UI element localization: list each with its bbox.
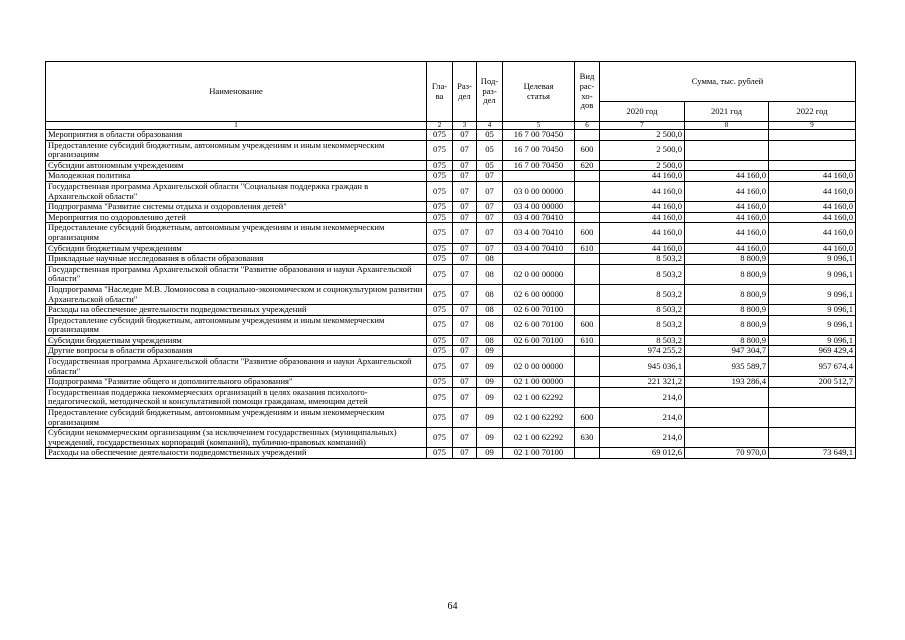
row-glava: 075	[427, 305, 453, 316]
table-row	[46, 315, 856, 335]
row-sum-2020: 974 255,2	[600, 346, 685, 357]
row-podrazdel: 07	[477, 181, 503, 201]
table-row	[46, 387, 856, 407]
row-sum-2022: 73 649,1	[769, 448, 856, 459]
row-sum-2021: 70 970,0	[685, 448, 769, 459]
row-razdel: 07	[453, 212, 477, 223]
col-number: 7	[600, 122, 685, 130]
row-sum-2020: 8 503,2	[600, 305, 685, 316]
row-sum-2020: 214,0	[600, 428, 685, 448]
row-sum-2020: 221 321,2	[600, 377, 685, 388]
row-target	[503, 346, 575, 357]
row-sum-2022: 9 096,1	[769, 254, 856, 265]
row-sum-2021: 8 800,9	[685, 254, 769, 265]
row-razdel: 07	[453, 181, 477, 201]
col-number: 8	[685, 122, 769, 130]
header-2020: 2020 год	[600, 102, 685, 122]
row-sum-2022	[769, 408, 856, 428]
row-razdel: 07	[453, 254, 477, 265]
row-podrazdel: 05	[477, 130, 503, 141]
table-row	[46, 171, 856, 182]
header-glava: Гла- ва	[427, 62, 453, 122]
row-target: 03 4 00 70410	[503, 223, 575, 243]
row-sum-2022: 9 096,1	[769, 284, 856, 304]
table-row	[46, 160, 856, 171]
row-name: Субсидии бюджетным учреждениям	[46, 335, 427, 346]
row-sum-2020: 44 160,0	[600, 171, 685, 182]
row-target	[503, 171, 575, 182]
column-number-row	[46, 122, 856, 130]
row-podrazdel: 05	[477, 160, 503, 171]
row-glava: 075	[427, 357, 453, 377]
table-row	[46, 448, 856, 459]
row-glava: 075	[427, 223, 453, 243]
row-sum-2021: 44 160,0	[685, 243, 769, 254]
row-sum-2021: 44 160,0	[685, 171, 769, 182]
row-razdel: 07	[453, 202, 477, 213]
row-name: Государственная поддержка некоммерческих организаций в целях оказания психолого-педагогической, методической и консультативной помощи гражданам, имеющим детей	[46, 387, 427, 407]
row-razdel: 07	[453, 315, 477, 335]
row-sum-2021: 193 286,4	[685, 377, 769, 388]
table-body	[46, 130, 856, 459]
row-name: Расходы на обеспечение деятельности подведомственных учреждений	[46, 448, 427, 459]
row-target: 02 6 00 70100	[503, 315, 575, 335]
row-sum-2020: 44 160,0	[600, 202, 685, 213]
table-row	[46, 202, 856, 213]
row-sum-2022	[769, 140, 856, 160]
row-name: Государственная программа Архангельской области "Развитие образования и науки Архангельской области"	[46, 357, 427, 377]
row-glava: 075	[427, 315, 453, 335]
row-sum-2022: 44 160,0	[769, 243, 856, 254]
row-sum-2020: 2 500,0	[600, 140, 685, 160]
row-name: Расходы на обеспечение деятельности подведомственных учреждений	[46, 305, 427, 316]
row-sum-2022	[769, 130, 856, 141]
row-razdel: 07	[453, 223, 477, 243]
row-sum-2021: 8 800,9	[685, 284, 769, 304]
row-name: Мероприятия в области образования	[46, 130, 427, 141]
row-sum-2022: 44 160,0	[769, 202, 856, 213]
row-sum-2021	[685, 408, 769, 428]
row-sum-2020: 945 036,1	[600, 357, 685, 377]
row-sum-2021: 44 160,0	[685, 212, 769, 223]
row-razdel: 07	[453, 264, 477, 284]
row-vid	[575, 202, 600, 213]
row-sum-2022: 9 096,1	[769, 305, 856, 316]
row-glava: 075	[427, 202, 453, 213]
table-row	[46, 140, 856, 160]
row-vid	[575, 181, 600, 201]
row-sum-2020: 8 503,2	[600, 254, 685, 265]
row-name: Субсидии автономным учреждениям	[46, 160, 427, 171]
row-name: Предоставление субсидий бюджетным, автономным учреждениям и иным некоммерческим организациям	[46, 223, 427, 243]
table-row	[46, 243, 856, 254]
row-sum-2021: 44 160,0	[685, 181, 769, 201]
row-razdel: 07	[453, 408, 477, 428]
row-sum-2022: 9 096,1	[769, 335, 856, 346]
row-razdel: 07	[453, 160, 477, 171]
row-sum-2021	[685, 387, 769, 407]
col-number: 5	[503, 122, 575, 130]
row-podrazdel: 08	[477, 305, 503, 316]
row-target: 16 7 00 70450	[503, 160, 575, 171]
row-sum-2021	[685, 130, 769, 141]
page-number: 64	[447, 601, 458, 612]
row-razdel: 07	[453, 130, 477, 141]
row-name: Государственная программа Архангельской области "Развитие образования и науки Архангельской области"	[46, 264, 427, 284]
row-name: Предоставление субсидий бюджетным, автономным учреждениям и иным некоммерческим организациям	[46, 315, 427, 335]
table-row	[46, 254, 856, 265]
row-target: 02 1 00 70100	[503, 448, 575, 459]
row-sum-2022	[769, 387, 856, 407]
row-vid	[575, 212, 600, 223]
row-podrazdel: 09	[477, 408, 503, 428]
row-sum-2021: 8 800,9	[685, 305, 769, 316]
row-glava: 075	[427, 428, 453, 448]
row-sum-2021: 935 589,7	[685, 357, 769, 377]
row-sum-2021: 8 800,9	[685, 335, 769, 346]
row-sum-2021	[685, 140, 769, 160]
row-target: 16 7 00 70450	[503, 130, 575, 141]
row-glava: 075	[427, 377, 453, 388]
row-name: Государственная программа Архангельской области "Социальная поддержка граждан в Архангельской области"	[46, 181, 427, 201]
row-sum-2021: 44 160,0	[685, 223, 769, 243]
row-sum-2020: 8 503,2	[600, 315, 685, 335]
row-sum-2022: 957 674,4	[769, 357, 856, 377]
row-sum-2020: 69 012,6	[600, 448, 685, 459]
table-row	[46, 357, 856, 377]
row-glava: 075	[427, 448, 453, 459]
row-podrazdel: 08	[477, 315, 503, 335]
row-glava: 075	[427, 387, 453, 407]
row-podrazdel: 07	[477, 212, 503, 223]
row-target: 02 1 00 62292	[503, 428, 575, 448]
row-razdel: 07	[453, 140, 477, 160]
row-razdel: 07	[453, 243, 477, 254]
row-target: 02 1 00 62292	[503, 408, 575, 428]
table-row	[46, 408, 856, 428]
row-vid	[575, 357, 600, 377]
table-row	[46, 181, 856, 201]
table-row	[46, 264, 856, 284]
row-sum-2022	[769, 428, 856, 448]
row-glava: 075	[427, 171, 453, 182]
row-target: 02 1 00 00000	[503, 377, 575, 388]
row-razdel: 07	[453, 387, 477, 407]
header-razdel: Раз- дел	[453, 62, 477, 122]
header-name: Наименование	[46, 62, 427, 122]
row-glava: 075	[427, 408, 453, 428]
table-row	[46, 223, 856, 243]
row-target	[503, 254, 575, 265]
row-target: 02 1 00 62292	[503, 387, 575, 407]
row-name: Субсидии бюджетным учреждениям	[46, 243, 427, 254]
row-vid: 600	[575, 408, 600, 428]
row-sum-2020: 214,0	[600, 387, 685, 407]
row-glava: 075	[427, 181, 453, 201]
table-row	[46, 335, 856, 346]
row-sum-2020: 44 160,0	[600, 243, 685, 254]
row-name: Прикладные научные исследования в области образования	[46, 254, 427, 265]
row-podrazdel: 08	[477, 335, 503, 346]
row-vid: 600	[575, 140, 600, 160]
row-vid	[575, 171, 600, 182]
col-number: 2	[427, 122, 453, 130]
row-target: 02 6 00 70100	[503, 335, 575, 346]
row-vid	[575, 284, 600, 304]
header-sum: Сумма, тыс. рублей	[600, 62, 856, 102]
row-sum-2022: 44 160,0	[769, 171, 856, 182]
row-target: 02 0 00 00000	[503, 357, 575, 377]
row-razdel: 07	[453, 377, 477, 388]
row-glava: 075	[427, 130, 453, 141]
row-target: 03 4 00 70410	[503, 243, 575, 254]
row-sum-2021: 44 160,0	[685, 202, 769, 213]
row-glava: 075	[427, 140, 453, 160]
row-glava: 075	[427, 346, 453, 357]
row-podrazdel: 08	[477, 284, 503, 304]
row-razdel: 07	[453, 357, 477, 377]
row-target: 02 6 00 00000	[503, 284, 575, 304]
row-podrazdel: 08	[477, 264, 503, 284]
row-razdel: 07	[453, 428, 477, 448]
table-row	[46, 428, 856, 448]
row-name: Предоставление субсидий бюджетным, автономным учреждениям и иным некоммерческим организациям	[46, 140, 427, 160]
row-sum-2022: 44 160,0	[769, 181, 856, 201]
row-vid: 600	[575, 223, 600, 243]
row-sum-2021: 8 800,9	[685, 264, 769, 284]
header-podrazdel: Под- раз- дел	[477, 62, 503, 122]
row-podrazdel: 05	[477, 140, 503, 160]
row-sum-2022	[769, 160, 856, 171]
row-podrazdel: 07	[477, 223, 503, 243]
row-name: Другие вопросы в области образования	[46, 346, 427, 357]
header-vid: Вид рас- хо- дов	[575, 62, 600, 122]
row-podrazdel: 07	[477, 243, 503, 254]
row-glava: 075	[427, 335, 453, 346]
row-razdel: 07	[453, 346, 477, 357]
row-target: 16 7 00 70450	[503, 140, 575, 160]
col-number: 4	[477, 122, 503, 130]
row-sum-2021: 947 304,7	[685, 346, 769, 357]
row-podrazdel: 09	[477, 448, 503, 459]
row-sum-2022: 44 160,0	[769, 212, 856, 223]
row-glava: 075	[427, 243, 453, 254]
table-row	[46, 377, 856, 388]
row-sum-2020: 8 503,2	[600, 335, 685, 346]
row-sum-2020: 44 160,0	[600, 223, 685, 243]
col-number: 3	[453, 122, 477, 130]
table-row	[46, 284, 856, 304]
row-sum-2020: 214,0	[600, 408, 685, 428]
row-name: Мероприятия по оздоровлению детей	[46, 212, 427, 223]
row-name: Подпрограмма "Развитие системы отдыха и оздоровления детей"	[46, 202, 427, 213]
row-vid: 610	[575, 243, 600, 254]
row-sum-2022: 9 096,1	[769, 264, 856, 284]
row-sum-2020: 44 160,0	[600, 181, 685, 201]
row-vid	[575, 377, 600, 388]
row-sum-2021	[685, 428, 769, 448]
row-sum-2021	[685, 160, 769, 171]
row-vid: 600	[575, 315, 600, 335]
row-glava: 075	[427, 264, 453, 284]
budget-table	[45, 61, 856, 459]
table-row	[46, 212, 856, 223]
row-sum-2022: 969 429,4	[769, 346, 856, 357]
col-number: 9	[769, 122, 856, 130]
row-target: 03 4 00 70410	[503, 212, 575, 223]
header-target: Целевая статья	[503, 62, 575, 122]
row-vid	[575, 254, 600, 265]
row-podrazdel: 09	[477, 357, 503, 377]
row-sum-2020: 44 160,0	[600, 212, 685, 223]
row-name: Молодежная политика	[46, 171, 427, 182]
row-vid	[575, 130, 600, 141]
row-vid	[575, 305, 600, 316]
row-vid: 610	[575, 335, 600, 346]
row-podrazdel: 09	[477, 387, 503, 407]
row-name: Предоставление субсидий бюджетным, автономным учреждениям и иным некоммерческим организациям	[46, 408, 427, 428]
row-podrazdel: 07	[477, 171, 503, 182]
row-glava: 075	[427, 284, 453, 304]
row-target: 03 0 00 00000	[503, 181, 575, 201]
table-row	[46, 130, 856, 141]
row-sum-2022: 200 512,7	[769, 377, 856, 388]
table-row	[46, 346, 856, 357]
row-glava: 075	[427, 212, 453, 223]
row-target: 02 6 00 70100	[503, 305, 575, 316]
row-razdel: 07	[453, 284, 477, 304]
row-razdel: 07	[453, 171, 477, 182]
row-sum-2022: 44 160,0	[769, 223, 856, 243]
row-name: Подпрограмма "Наследие М.В. Ломоносова в социально-экономическом и социокультурном развитии Архангельской области"	[46, 284, 427, 304]
row-podrazdel: 09	[477, 377, 503, 388]
row-podrazdel: 08	[477, 254, 503, 265]
row-name: Подпрограмма "Развитие общего и дополнительного образования"	[46, 377, 427, 388]
row-glava: 075	[427, 254, 453, 265]
row-razdel: 07	[453, 448, 477, 459]
row-name: Субсидии некоммерческим организациям (за исключением государственных (муниципальных) учреждений, государственных корпораций (компаний), публично-правовых компаний)	[46, 428, 427, 448]
row-podrazdel: 09	[477, 428, 503, 448]
row-sum-2020: 2 500,0	[600, 130, 685, 141]
col-number: 6	[575, 122, 600, 130]
row-sum-2021: 8 800,9	[685, 315, 769, 335]
row-vid	[575, 264, 600, 284]
row-vid	[575, 346, 600, 357]
row-target: 02 0 00 00000	[503, 264, 575, 284]
table-row	[46, 305, 856, 316]
header-2022: 2022 год	[769, 102, 856, 122]
row-podrazdel: 07	[477, 202, 503, 213]
row-vid: 620	[575, 160, 600, 171]
row-sum-2020: 8 503,2	[600, 284, 685, 304]
row-glava: 075	[427, 160, 453, 171]
header-2021: 2021 год	[685, 102, 769, 122]
row-razdel: 07	[453, 305, 477, 316]
row-sum-2022: 9 096,1	[769, 315, 856, 335]
row-vid	[575, 387, 600, 407]
row-podrazdel: 09	[477, 346, 503, 357]
col-number: 1	[46, 122, 427, 130]
row-vid: 630	[575, 428, 600, 448]
row-target: 03 4 00 00000	[503, 202, 575, 213]
row-vid	[575, 448, 600, 459]
row-razdel: 07	[453, 335, 477, 346]
row-sum-2020: 2 500,0	[600, 160, 685, 171]
row-sum-2020: 8 503,2	[600, 264, 685, 284]
